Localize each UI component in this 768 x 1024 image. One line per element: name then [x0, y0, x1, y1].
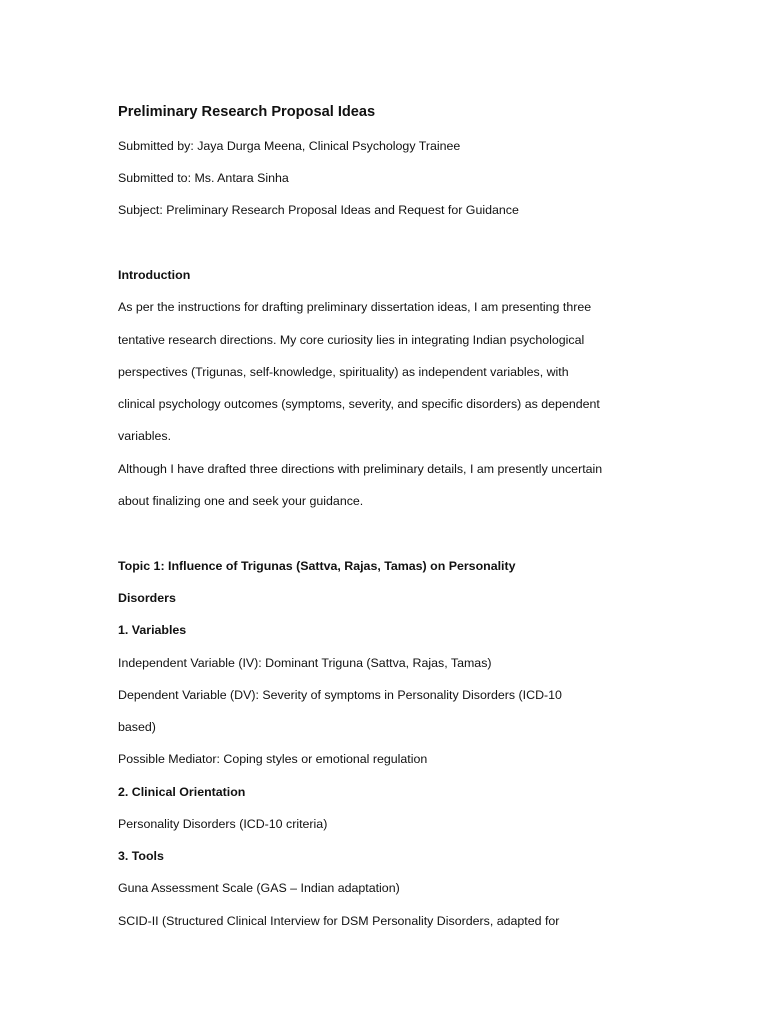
tool-item: SCID-II (Structured Clinical Interview for DSM Personality Disorders, adapted for [118, 914, 560, 928]
submitted-by: Submitted by: Jaya Durga Meena, Clinical Psychology Trainee [118, 139, 461, 153]
intro-line: tentative research directions. My core curiosity lies in integrating Indian psychological [118, 333, 585, 347]
variables-heading: 1. Variables [118, 623, 187, 637]
intro-line: clinical psychology outcomes (symptoms, severity, and specific disorders) as dependent [118, 397, 600, 411]
clinical-orientation: Personality Disorders (ICD-10 criteria) [118, 817, 328, 831]
possible-mediator: Possible Mediator: Coping styles or emotional regulation [118, 752, 428, 766]
tools-heading: 3. Tools [118, 849, 164, 863]
introduction-heading: Introduction [118, 268, 191, 282]
intro-line: perspectives (Trigunas, self-knowledge, spirituality) as independent variables, with [118, 365, 569, 379]
intro-line: Although I have drafted three directions with preliminary details, I am presently uncertain [118, 462, 603, 476]
topic1-heading: Topic 1: Influence of Trigunas (Sattva, Rajas, Tamas) on Personality [118, 559, 516, 573]
intro-line: about finalizing one and seek your guidance. [118, 494, 364, 508]
clinical-orientation-heading: 2. Clinical Orientation [118, 785, 246, 799]
tool-item: Guna Assessment Scale (GAS – Indian adaptation) [118, 881, 400, 895]
intro-line: As per the instructions for drafting preliminary dissertation ideas, I am presenting three [118, 300, 592, 314]
submitted-to: Submitted to: Ms. Antara Sinha [118, 171, 289, 185]
independent-variable: Independent Variable (IV): Dominant Triguna (Sattva, Rajas, Tamas) [118, 656, 492, 670]
subject-line: Subject: Preliminary Research Proposal Ideas and Request for Guidance [118, 203, 519, 217]
dependent-variable-cont: based) [118, 720, 156, 734]
intro-line: variables. [118, 429, 172, 443]
topic1-heading-cont: Disorders [118, 591, 176, 605]
document-title: Preliminary Research Proposal Ideas [118, 104, 376, 120]
dependent-variable: Dependent Variable (DV): Severity of symptoms in Personality Disorders (ICD-10 [118, 688, 562, 702]
